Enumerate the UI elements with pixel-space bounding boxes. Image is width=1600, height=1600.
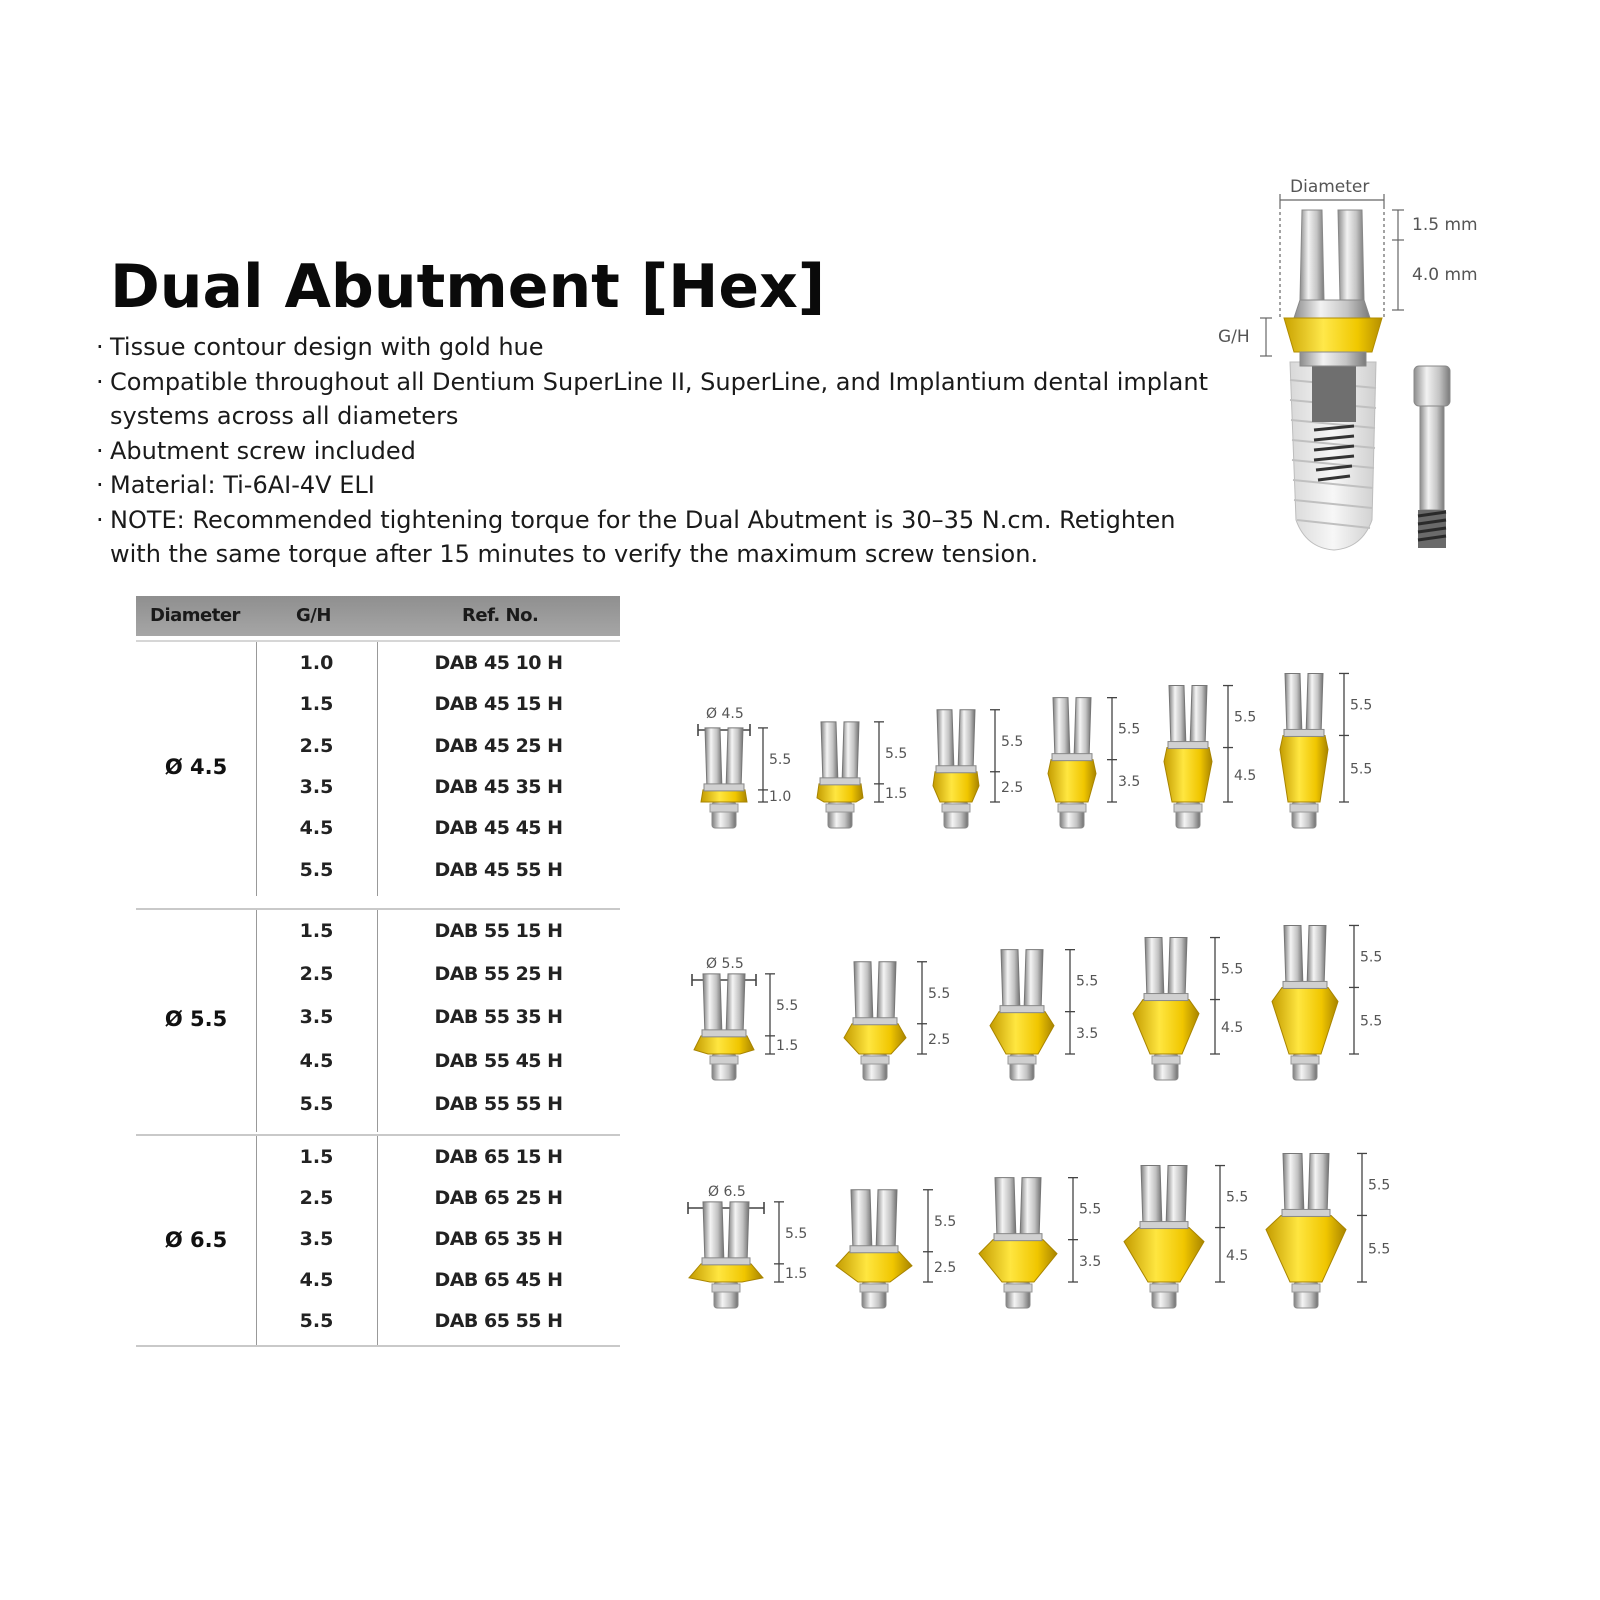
post-height-label: 5.5 [1001, 733, 1024, 750]
abutment-5-5 [1272, 925, 1382, 1080]
row-gh: 3.5 [299, 776, 334, 798]
diameter-label: Ø 4.5 [706, 706, 744, 722]
post-height-label: 5.5 [1234, 709, 1257, 726]
post-shoulder [1052, 754, 1092, 761]
row-ref-no: DAB 65 25 H [434, 1187, 563, 1209]
row-ref-no: DAB 65 15 H [434, 1146, 563, 1168]
hero-diameter-label: Diameter [1290, 177, 1370, 197]
gold-collar [836, 1252, 912, 1282]
post-height-label: 5.5 [785, 1225, 808, 1242]
hero-gh-label: G/H [1218, 327, 1250, 347]
gh-label: 3.5 [1079, 1253, 1102, 1270]
post-leg [1190, 686, 1207, 748]
row-gh: 5.5 [299, 1092, 334, 1115]
post-shoulder [850, 1246, 898, 1253]
post-leg [851, 1190, 872, 1252]
gold-collar [990, 1012, 1054, 1054]
gold-collar [1164, 748, 1212, 802]
abutment-3-5 [979, 1178, 1101, 1308]
page-title: Dual Abutment [Hex] [110, 252, 826, 322]
gold-collar [1280, 735, 1328, 802]
post-leg [1020, 1178, 1041, 1240]
row-gh: 5.5 [299, 858, 334, 881]
connection-band [712, 1284, 740, 1292]
illustration-row [692, 925, 1382, 1080]
row-ref-no: DAB 55 45 H [434, 1049, 563, 1072]
gold-collar [844, 1024, 906, 1054]
feature-item: · NOTE: Recommended tightening torque for the Dual Abutment is 30–35 N.cm. Retighten with the same torque after 15 minutes to verify the maximum screw tension. [96, 503, 1216, 572]
gold-collar [817, 784, 863, 802]
row-gh: 5.5 [299, 1310, 334, 1332]
post-leg [958, 710, 975, 772]
abutment-3-5 [1048, 698, 1140, 828]
post-shoulder [1284, 729, 1324, 736]
post-leg [1306, 673, 1323, 735]
row-gh: 2.5 [299, 734, 334, 757]
post-leg [1141, 1166, 1162, 1228]
post-shoulder [820, 778, 860, 785]
header-diameter: Diameter [150, 605, 240, 626]
hero-post-label: 4.0 mm [1412, 265, 1478, 285]
connection-band [861, 1056, 889, 1064]
gold-collar [701, 790, 747, 802]
row-ref-no: DAB 45 25 H [434, 734, 563, 757]
post-height-label: 5.5 [1226, 1189, 1249, 1206]
post-height-label: 5.5 [1360, 949, 1383, 966]
post-shoulder [1283, 981, 1327, 988]
gh-label: 2.5 [934, 1259, 957, 1276]
row-ref-no: DAB 45 10 H [434, 652, 563, 674]
gh-label: 5.5 [1350, 761, 1373, 778]
post-leg [877, 962, 896, 1024]
gh-label: 5.5 [1360, 1013, 1383, 1030]
row-gh: 3.5 [299, 1006, 334, 1029]
group-diameter: Ø 4.5 [164, 755, 228, 779]
row-gh: 4.5 [299, 1049, 334, 1072]
gold-collar [1133, 1000, 1199, 1054]
post-leg [995, 1178, 1016, 1240]
post-height-label: 5.5 [1118, 721, 1141, 738]
gold-collar [1124, 1228, 1204, 1282]
post-height-label: 5.5 [776, 997, 799, 1014]
abutment-4-5 [1124, 1166, 1248, 1308]
connection-band [1152, 1056, 1180, 1064]
gh-label: 3.5 [1076, 1025, 1099, 1042]
gold-collar [1272, 987, 1338, 1054]
feature-item: · Material: Ti-6AI-4V ELI [96, 468, 1216, 503]
connection-band [1174, 804, 1202, 812]
row-ref-no: DAB 45 15 H [434, 693, 563, 716]
row-ref-no: DAB 45 55 H [434, 858, 563, 881]
post-height-label: 5.5 [885, 745, 908, 762]
post-leg [854, 962, 873, 1024]
post-leg [821, 722, 838, 784]
row-gh: 1.5 [299, 920, 334, 942]
gh-label: 3.5 [1118, 773, 1141, 790]
post-height-label: 5.5 [1368, 1177, 1391, 1194]
gh-label: 1.0 [769, 788, 792, 805]
post-shoulder [1282, 1209, 1330, 1216]
post-leg [1024, 950, 1043, 1012]
gh-label: 2.5 [1001, 779, 1024, 796]
feature-item: · Tissue contour design with gold hue [96, 330, 1216, 365]
post-height-label: 5.5 [1076, 973, 1099, 990]
row-gh: 2.5 [299, 1187, 334, 1209]
connection-band [826, 804, 854, 812]
header-ref: Ref. No. [462, 605, 539, 626]
gh-label: 1.5 [885, 785, 908, 802]
post-shoulder [704, 784, 744, 791]
post-shoulder [702, 1258, 750, 1265]
hero-top-label: 1.5 mm [1412, 215, 1478, 235]
abutment-3-5 [990, 950, 1098, 1080]
abutment-4-5 [1164, 686, 1256, 828]
abutment-1-5 [694, 974, 798, 1080]
row-ref-no: DAB 65 55 H [434, 1310, 563, 1332]
gh-label: 5.5 [1368, 1241, 1391, 1258]
post-leg [1283, 1153, 1304, 1215]
post-height-label: 5.5 [1079, 1201, 1102, 1218]
post-leg [1053, 698, 1070, 760]
abutment-1-5 [689, 1202, 807, 1308]
post-height-label: 5.5 [1221, 961, 1244, 978]
row-gh: 2.5 [299, 963, 334, 986]
feature-item: · Compatible throughout all Dentium SuperLine II, SuperLine, and Implantium dental implant systems across all diameters [96, 365, 1216, 434]
gh-label: 1.5 [776, 1037, 799, 1054]
abutment-2-5 [844, 962, 950, 1080]
post-height-label: 5.5 [769, 751, 792, 768]
group-diameter: Ø 6.5 [164, 1227, 228, 1252]
post-leg [1169, 686, 1186, 748]
connection-band [710, 1056, 738, 1064]
post-leg [1166, 1166, 1187, 1228]
post-leg [876, 1190, 897, 1252]
post-shoulder [702, 1030, 746, 1037]
gold-collar [979, 1240, 1057, 1282]
abutment-1-0 [701, 728, 791, 828]
post-shoulder [1140, 1222, 1188, 1229]
row-gh: 1.5 [299, 1146, 334, 1168]
gh-label: 4.5 [1221, 1019, 1244, 1036]
post-shoulder [936, 766, 976, 773]
row-ref-no: DAB 55 25 H [434, 963, 563, 986]
abutment-1-5 [817, 722, 907, 828]
row-gh: 1.0 [299, 652, 334, 674]
row-ref-no: DAB 55 35 H [434, 1006, 563, 1029]
connection-band [710, 804, 738, 812]
row-gh: 4.5 [299, 1269, 334, 1291]
row-gh: 3.5 [299, 1228, 334, 1250]
illustration-row [698, 673, 1372, 828]
post-leg [842, 722, 859, 784]
post-leg [1308, 1153, 1329, 1215]
connection-band [1150, 1284, 1178, 1292]
abutment-2-5 [836, 1190, 956, 1308]
gold-collar [1266, 1215, 1346, 1282]
connection-band [942, 804, 970, 812]
post-leg [1074, 698, 1091, 760]
post-leg [1284, 925, 1303, 987]
post-leg [726, 974, 745, 1036]
row-gh: 1.5 [299, 693, 334, 716]
row-ref-no: DAB 65 45 H [434, 1269, 563, 1291]
gh-label: 4.5 [1226, 1247, 1249, 1264]
gold-collar [933, 772, 979, 802]
connection-band [1058, 804, 1086, 812]
post-height-label: 5.5 [928, 985, 951, 1002]
post-leg [937, 710, 954, 772]
abutment-2-5 [933, 710, 1023, 828]
row-gh: 4.5 [299, 817, 334, 840]
connection-band [1291, 1056, 1319, 1064]
post-leg [703, 1202, 724, 1264]
row-ref-no: DAB 55 15 H [434, 920, 563, 942]
post-shoulder [1000, 1006, 1044, 1013]
diameter-label: Ø 5.5 [706, 956, 744, 972]
post-leg [728, 1202, 749, 1264]
connection-band [1004, 1284, 1032, 1292]
group-diameter: Ø 5.5 [164, 1007, 228, 1031]
abutment-5-5 [1266, 1153, 1390, 1308]
connection-band [1008, 1056, 1036, 1064]
connection-band [860, 1284, 888, 1292]
feature-item: · Abutment screw included [96, 434, 1216, 469]
gold-collar [689, 1264, 763, 1282]
connection-band [1290, 804, 1318, 812]
abutment-5-5 [1280, 673, 1372, 828]
connection-band [1292, 1284, 1320, 1292]
gh-label: 4.5 [1234, 767, 1257, 784]
post-leg [1145, 938, 1164, 1000]
diameter-label: Ø 6.5 [708, 1184, 746, 1200]
illustration-row [688, 1153, 1390, 1308]
row-ref-no: DAB 45 45 H [434, 817, 563, 840]
row-ref-no: DAB 45 35 H [434, 776, 563, 798]
post-leg [1001, 950, 1020, 1012]
post-shoulder [1144, 994, 1188, 1001]
post-height-label: 5.5 [934, 1213, 957, 1230]
post-height-label: 5.5 [1350, 697, 1373, 714]
abutment-4-5 [1133, 938, 1243, 1080]
header-gh: G/H [296, 605, 331, 626]
post-shoulder [1168, 742, 1208, 749]
post-leg [1285, 673, 1302, 735]
post-leg [703, 974, 722, 1036]
gold-collar [694, 1036, 754, 1054]
row-ref-no: DAB 55 55 H [434, 1092, 563, 1115]
post-shoulder [853, 1018, 897, 1025]
gh-label: 1.5 [785, 1265, 808, 1282]
post-leg [726, 728, 743, 790]
gold-collar [1048, 760, 1096, 802]
post-leg [705, 728, 722, 790]
post-leg [1168, 938, 1187, 1000]
row-ref-no: DAB 65 35 H [434, 1228, 563, 1250]
post-shoulder [994, 1234, 1042, 1241]
gh-label: 2.5 [928, 1031, 951, 1048]
post-leg [1307, 925, 1326, 987]
